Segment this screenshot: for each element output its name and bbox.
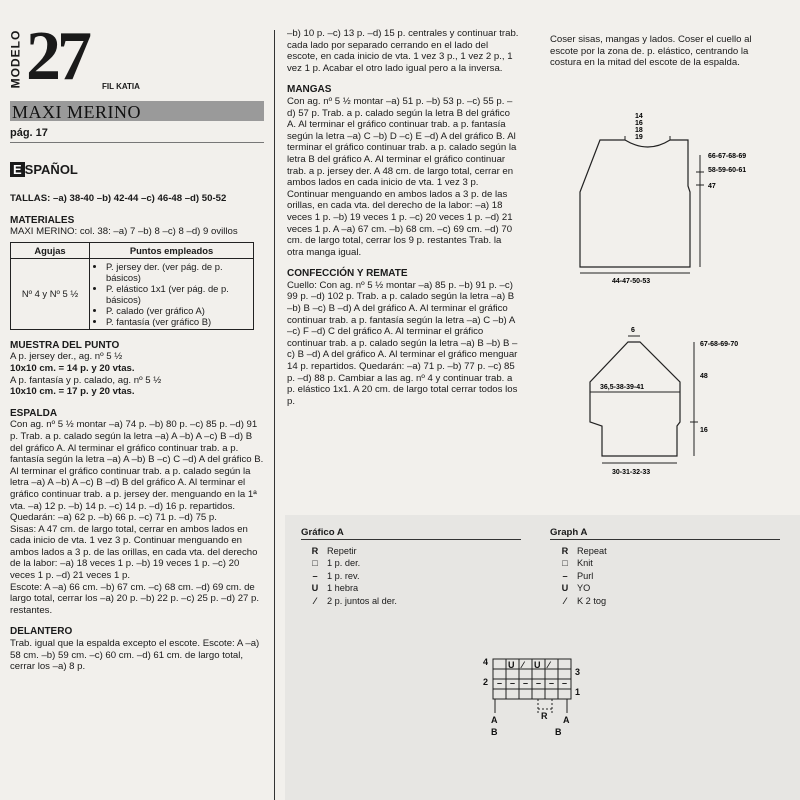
column-1: [10, 193, 264, 673]
chart-letter: A: [563, 715, 570, 725]
mangas-text: Con ag. nº 5 ½ montar –a) 51 p. –b) 53 p. –c) 55 p. –d) 57 p. Trab. a p. calado según la letra B del gráfico A. Al terminar el gráfico continuar trab. a p. fantasía según la letra –a) C –b) D –c) E –d) A del gráfico B. Al terminar el gráfico continuar trab. a p. calado según la letra B del gráfico A. Al terminar el gráfico continuar trab. a p. jersey der. A 48 cm. de largo total, cerrar en ambos lados en cada inicio de vta. 1 vez 3 p. Continuar menguando en ambos lados a 3 p. de las orillas, en cada vta. del derecho de la labor: –a) 18 veces 1 p. –b) 19 veces 1 p. –c) 20 veces 1 p. –d) 21 veces 1 p. A –a) 67 cm. –b) 68 cm. –c) 69 cm. –d) 70 cm. de largo total, cerrar los 9 p. restantes Trab. la otra manga igual.: [287, 95, 517, 258]
legend-symbol: U: [311, 583, 319, 594]
chart-symbol-purl: –: [562, 678, 568, 688]
legend-symbol: R: [561, 546, 569, 556]
chart-symbol-purl: –: [536, 678, 542, 688]
language-initial: E: [10, 162, 25, 177]
chart-symbol-purl: –: [510, 678, 516, 688]
legend-text: K 2 tog: [577, 595, 607, 606]
espalda-heading: ESPALDA: [10, 407, 58, 419]
graph-rule: [550, 539, 780, 540]
armhole-label: 58-59-60-61: [708, 167, 747, 174]
sisas-text: Sisas: A 47 cm. de largo total, cerrar en ambos lados en cada inicio de vta. 1 vez 3 p. Continuar menguando en ambos lados a 3 p. de las orillas, en cada vta. del derecho de la labor: –a) 18 veces 1 p. –b) 19 veces 1 p. –c) 20 veces 1 p. –d) 21 veces 1 p.: [10, 523, 258, 582]
legend-symbol: –: [562, 570, 568, 581]
coser-text: Coser sisas, mangas y lados. Coser el cuello al escote por la zona de. p. elástico, centrando la costura en la mitad del escote de la espalda.: [550, 34, 752, 69]
legend-row: [553, 582, 607, 594]
stitches-cell: [90, 258, 254, 329]
neck-label: 16: [635, 120, 643, 127]
sleeve-outline: [590, 342, 680, 456]
upper-width-label: 36,5-38-39-41: [600, 384, 644, 391]
cuff-label: 16: [700, 427, 708, 434]
graph-area: [285, 515, 800, 800]
legend-symbol: ⁄: [314, 595, 316, 606]
bottom-width-label: 30-31-32-33: [612, 469, 651, 476]
width-label: 44-47-50-53: [612, 278, 651, 285]
needles-table: [10, 242, 254, 330]
cap-label: 48: [700, 373, 708, 380]
legend-row: [303, 545, 397, 557]
chart-letter: A: [491, 715, 498, 725]
muestra-heading: MUESTRA DEL PUNTO: [10, 339, 120, 351]
row-number: 1: [575, 687, 581, 697]
model-number: 27: [26, 18, 88, 95]
legend-text: Knit: [577, 558, 593, 569]
body-schematic: [560, 110, 790, 290]
stitch-item: • P. fantasía (ver gráfico B): [106, 316, 249, 327]
legend-row: [553, 557, 607, 569]
legend-row: [303, 582, 397, 594]
legend-row: [553, 595, 607, 607]
row-number: 3: [575, 667, 581, 677]
table-header-stitches: Puntos empleados: [90, 242, 254, 258]
page-title: MAXI MERINO: [12, 102, 141, 122]
legend-symbol: R: [311, 546, 319, 556]
legend-symbol: U: [561, 583, 569, 594]
delantero-text: Trab. igual que la espalda excepto el escote. Escote: A –a) 58 cm. –b) 59 cm. –c) 60 cm. –d) 61 cm. de largo total, cerrar los –a) 8 p.: [10, 638, 260, 673]
chart-symbol-k2tog: ⁄: [548, 660, 550, 670]
legend-en: [553, 545, 607, 607]
legend-text: 1 hebra: [327, 583, 359, 594]
neck-label: 14: [635, 113, 643, 120]
modelo-label: MODELO: [8, 29, 23, 89]
materiales-heading: MATERIALES: [10, 214, 75, 226]
legend-row: [303, 595, 397, 607]
chart-symbol-yo: U: [534, 660, 541, 670]
graph-rule: [301, 539, 521, 540]
legend-text: 1 p. der.: [327, 558, 361, 569]
divider: [10, 142, 264, 143]
title-bar: [10, 101, 264, 121]
side-label: 47: [708, 183, 716, 190]
escote-text: Escote: A –a) 66 cm. –b) 67 cm. –c) 68 cm. –d) 69 cm. de largo total, cerrar los –a) 20 p. –b) 22 p. –c) 25 p. –d) 27 p. restantes.: [10, 581, 260, 616]
materiales-text: MAXI MERINO: col. 38: –a) 7 –b) 8 –c) 8 –d) 9 ovillos: [10, 226, 238, 238]
chart-symbol-yo: U: [508, 660, 515, 670]
legend-row: [553, 545, 607, 557]
continuation-text: –b) 10 p. –c) 13 p. –d) 15 p. centrales y continuar trab. cada lado por separado cerrando en el lado del escote, en cada inicio de vta. 1 vez 3 p., 1 vez 2 p., 1 vez 1 p. Acabar el otro lado igual pero a la inversa.: [287, 28, 519, 74]
graph-title-es: Gráfico A: [301, 527, 344, 538]
column-3: [550, 34, 782, 69]
chart-symbol-k2tog: ⁄: [522, 660, 524, 670]
mangas-heading: MANGAS: [287, 84, 332, 96]
muestra-line: A p. jersey der., ag. nº 5 ½: [10, 351, 123, 363]
language-rest: SPAÑOL: [24, 162, 78, 177]
legend-text: Purl: [577, 570, 594, 581]
neck-label: 18: [635, 127, 643, 134]
chart-letter: B: [491, 727, 498, 737]
brand-name: FIL KATIA: [102, 82, 140, 91]
sleeve-schematic: [570, 322, 795, 482]
legend-text: YO: [577, 583, 591, 594]
legend-symbol: □: [312, 558, 318, 569]
total-length-label: 66-67-68-69: [708, 153, 747, 160]
stitch-item: • P. elástico 1x1 (ver pág. de p. básicos): [106, 283, 249, 305]
row-number: 4: [483, 657, 489, 667]
espalda-text: Con ag. nº 5 ½ montar –a) 74 p. –b) 80 p. –c) 85 p. –d) 91 p. Trab. a p. calado según la letra –a) A –b) A –c) B –d) B del gráfico A. Al terminar el gráfico continuar trab. a p. fantasía según la letra –a) A –b) B –c) C –d) A del gráfico B. Al terminar el gráfico continuar trab. a p. calado según la letra –a) A –b) A –c) B –d) B del gráfico A. Al terminar el gráfico continuar trab. a p. jersey der. menguando en la 1ª vta. –a) 12 p. –b) 14 p. –c) 14 p. –d) 16 p. repartidos. Quedarán: –a) 62 p. –b) 66 p. –c) 71 p. –d) 75 p.: [10, 419, 264, 524]
legend-symbol: □: [562, 558, 568, 569]
muestra-line: 10x10 cm. = 17 p. y 20 vtas.: [10, 386, 135, 398]
legend-symbol: ⁄: [564, 595, 566, 606]
legend-row: [303, 557, 397, 569]
legend-row: [303, 570, 397, 582]
sleeve-total-label: 67-68-69-70: [700, 341, 739, 348]
tallas-label: TALLAS:: [10, 193, 51, 204]
row-number: 2: [483, 677, 489, 687]
legend-text: 1 p. rev.: [327, 570, 360, 581]
chart-letter: B: [555, 727, 562, 737]
stitch-item: • P. jersey der. (ver pág. de p. básicos): [106, 261, 249, 283]
delantero-heading: DELANTERO: [10, 626, 73, 638]
tallas: [10, 193, 264, 205]
graph-title-en: Graph A: [550, 527, 588, 538]
muestra-line: A p. fantasía y p. calado, ag. nº 5 ½: [10, 374, 162, 386]
legend-text: 2 p. juntos al der.: [327, 595, 397, 606]
chart-symbol-purl: –: [497, 678, 503, 688]
stitch-chart: [481, 651, 591, 761]
muestra-line: 10x10 cm. = 14 p. y 20 vtas.: [10, 362, 135, 374]
stitch-item: • P. calado (ver gráfico A): [106, 305, 249, 316]
legend-text: Repeat: [577, 546, 607, 556]
neck-label: 19: [635, 134, 643, 141]
legend-es: [303, 545, 397, 607]
table-header-needles: Agujas: [11, 242, 90, 258]
legend-symbol: –: [312, 570, 318, 581]
column-2: [287, 28, 519, 407]
language-heading: [10, 162, 78, 177]
body-outline: [580, 140, 690, 267]
top-label: 6: [631, 327, 635, 334]
legend-text: Repetir: [327, 546, 357, 556]
column-rule: [274, 30, 275, 800]
chart-letter: R: [541, 711, 548, 721]
confeccion-heading: CONFECCIÓN Y REMATE: [287, 268, 408, 280]
chart-symbol-purl: –: [549, 678, 555, 688]
page-reference: pág. 17: [10, 127, 48, 139]
tallas-text: –a) 38-40 –b) 42-44 –c) 46-48 –d) 50-52: [50, 193, 227, 204]
confeccion-text: Cuello: Con ag. nº 5 ½ montar –a) 85 p. –b) 91 p. –c) 99 p. –d) 102 p. Trab. a p. calado según la letra –a) B –b) B –c) B –d) A del gráfico A. Al terminar el gráfico continuar trab. a p. fantasía según la letra –a) C –b) A –c) F –d) C del gráfico A. Al terminar el gráfico continuar trab. a p. calado según la letra –a) B –b) B –c) B –d) A del gráfico A. Al terminar el gráfico menguar 14 p. repartidos. Quedarán: –a) 71 p. –b) 77 p. –c) 85 p. –d) 88 p. Cambiar a las ag. nº 4 y continuar trab. a p. elástico 1x1. A 20 cm. de largo total cerrar todos los p.: [287, 279, 518, 407]
chart-symbol-purl: –: [523, 678, 529, 688]
needles-cell: Nº 4 y Nº 5 ½: [11, 258, 90, 329]
legend-row: [553, 570, 607, 582]
